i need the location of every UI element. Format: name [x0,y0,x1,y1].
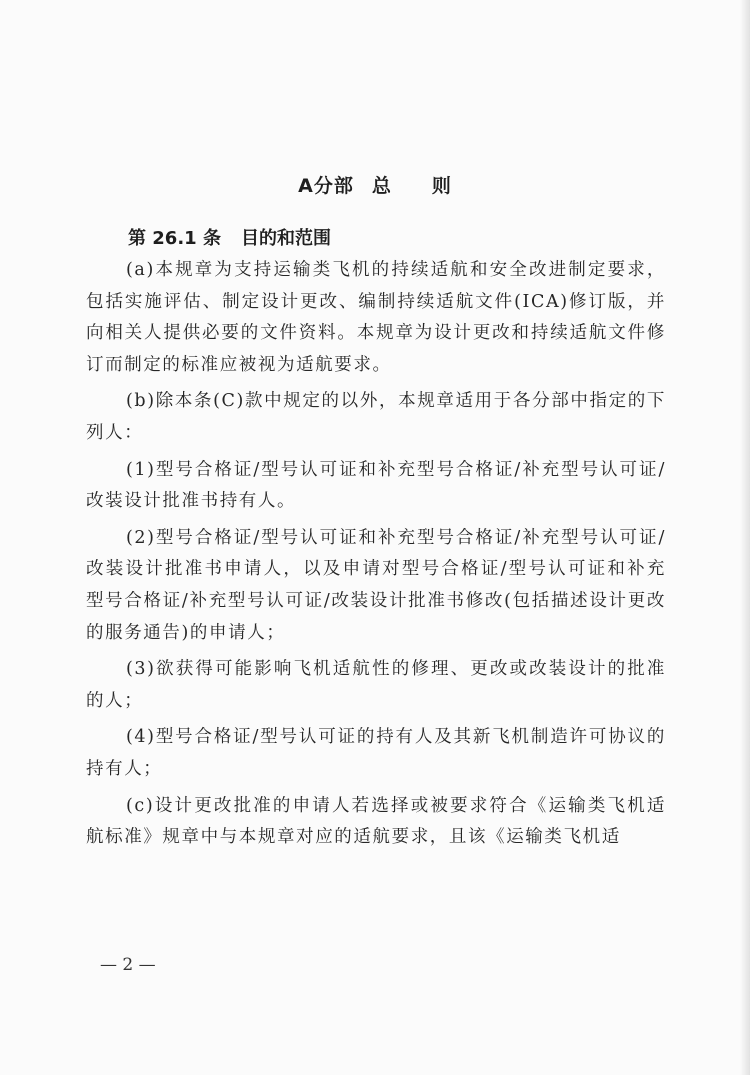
paragraph-b-2: (2)型号合格证/型号认可证和补充型号合格证/补充型号认可证/改装设计批准书申请人，以及申请对型号合格证/型号认可证和补充型号合格证/补充型号认可证/改装设计批准书修改(包括描述设计更改的服务通告)的申请人； [86,527,666,643]
part-label: A分部 [298,175,354,197]
article-title: 目的和范围 [240,228,331,249]
paragraph-b: (b)除本条(C)款中规定的以外，本规章适用于各分部中指定的下列人： [86,391,666,443]
document-body [86,255,666,859]
page-number: — 2 — [100,955,156,975]
part-heading [0,171,750,198]
paragraph-b-4: (4)型号合格证/型号认可证的持有人及其新飞机制造许可协议的持有人； [86,727,666,779]
page-edge-shadow [740,0,750,1075]
part-title-2: 则 [431,175,452,197]
paragraph-b-1: (1)型号合格证/型号认可证和补充型号合格证/补充型号认可证/改装设计批准书持有人。 [86,459,666,512]
paragraph-a: (a)本规章为支持运输类飞机的持续适航和安全改进制定要求，包括实施评估、制定设计更改、编制持续适航文件(ICA)修订版，并向相关人提供必要的文件资料。本规章为设计更改和持续适航文件修订而制定的标准应被视为适航要求。 [86,260,666,375]
part-title-1: 总 [371,175,392,197]
article-heading [128,224,331,250]
article-number: 第 26.1 条 [128,228,221,249]
paragraph-c: (c)设计更改批准的申请人若选择或被要求符合《运输类飞机适航标准》规章中与本规章对应的适航要求，且该《运输类飞机适 [86,795,666,848]
paragraph-b-3: (3)欲获得可能影响飞机适航性的修理、更改或改装设计的批准的人； [86,659,666,711]
